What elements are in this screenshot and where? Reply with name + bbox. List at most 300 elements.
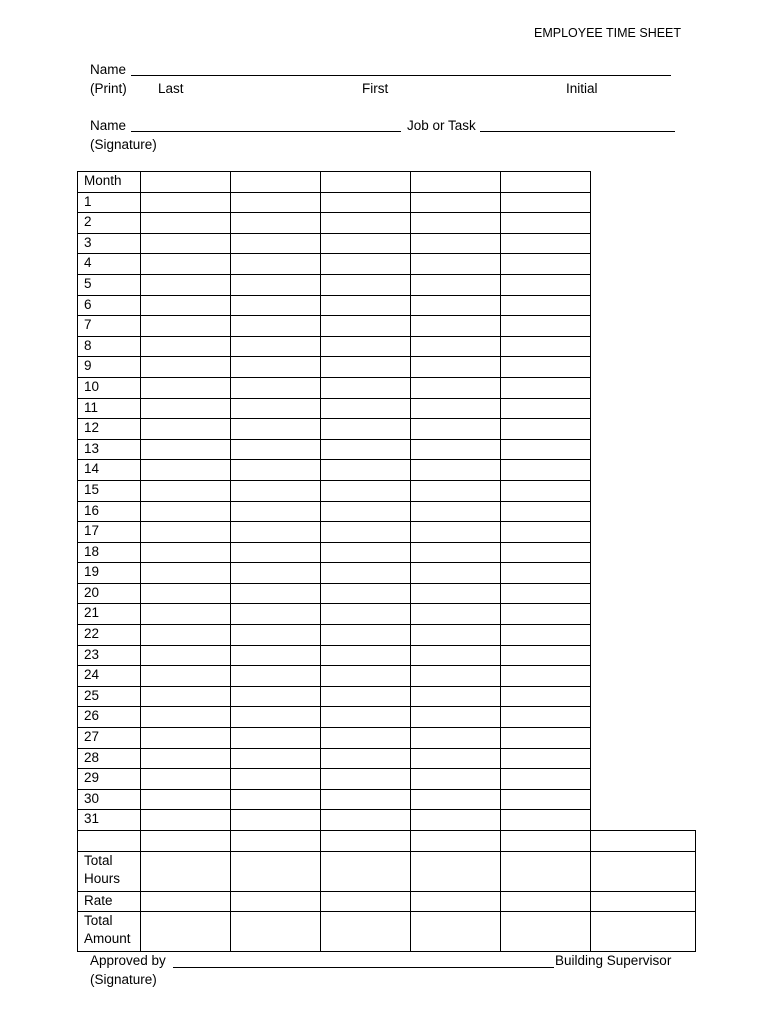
entry-cell[interactable] bbox=[501, 810, 591, 831]
entry-cell[interactable] bbox=[141, 542, 231, 563]
entry-cell[interactable] bbox=[501, 439, 591, 460]
day-label: 9 bbox=[78, 357, 141, 378]
entry-cell[interactable] bbox=[321, 789, 411, 810]
entry-cell[interactable] bbox=[501, 316, 591, 337]
day-label: 15 bbox=[78, 480, 141, 501]
blank-cell bbox=[591, 501, 696, 522]
blank-cell bbox=[591, 233, 696, 254]
entry-cell[interactable] bbox=[141, 357, 231, 378]
entry-cell[interactable] bbox=[501, 501, 591, 522]
page-title: EMPLOYEE TIME SHEET bbox=[534, 26, 682, 40]
blank-cell bbox=[591, 666, 696, 687]
day-label: 20 bbox=[78, 583, 141, 604]
entry-cell[interactable] bbox=[411, 522, 501, 543]
entry-cell[interactable] bbox=[321, 336, 411, 357]
entry-cell[interactable] bbox=[321, 769, 411, 790]
entry-cell[interactable] bbox=[141, 563, 231, 584]
entry-cell[interactable] bbox=[141, 604, 231, 625]
blank-cell bbox=[591, 336, 696, 357]
entry-cell[interactable] bbox=[231, 233, 321, 254]
entry-cell[interactable] bbox=[141, 810, 231, 831]
entry-cell[interactable] bbox=[501, 398, 591, 419]
entry-cell[interactable] bbox=[141, 645, 231, 666]
entry-cell[interactable] bbox=[321, 686, 411, 707]
entry-cell[interactable] bbox=[141, 686, 231, 707]
entry-cell[interactable] bbox=[321, 666, 411, 687]
day-row bbox=[78, 583, 696, 604]
entry-cell[interactable] bbox=[411, 295, 501, 316]
entry-cell[interactable] bbox=[141, 192, 231, 213]
entry-cell[interactable] bbox=[321, 254, 411, 275]
entry-cell[interactable] bbox=[411, 831, 501, 852]
entry-cell[interactable] bbox=[231, 172, 321, 193]
day-label: 3 bbox=[78, 233, 141, 254]
total-amount-row bbox=[78, 912, 696, 952]
month-header: Month bbox=[78, 172, 141, 193]
job-task-label: Job or Task bbox=[407, 118, 476, 133]
entry-cell[interactable] bbox=[141, 316, 231, 337]
day-label: 8 bbox=[78, 336, 141, 357]
entry-cell[interactable] bbox=[231, 625, 321, 646]
entry-cell[interactable] bbox=[321, 213, 411, 234]
day-label: 29 bbox=[78, 769, 141, 790]
entry-cell[interactable] bbox=[141, 728, 231, 749]
rate-row-label bbox=[78, 891, 141, 912]
day-label: 18 bbox=[78, 542, 141, 563]
entry-cell[interactable] bbox=[231, 398, 321, 419]
entry-cell[interactable] bbox=[141, 460, 231, 481]
entry-cell[interactable] bbox=[231, 542, 321, 563]
entry-cell[interactable] bbox=[411, 625, 501, 646]
blank-cell bbox=[591, 172, 696, 193]
entry-cell[interactable] bbox=[141, 295, 231, 316]
blank-cell bbox=[591, 274, 696, 295]
day-label: 13 bbox=[78, 439, 141, 460]
day-label: 27 bbox=[78, 728, 141, 749]
entry-cell[interactable] bbox=[411, 891, 501, 912]
job-task-field[interactable] bbox=[480, 131, 675, 132]
entry-cell[interactable] bbox=[321, 707, 411, 728]
day-label: 19 bbox=[78, 563, 141, 584]
day-label: 6 bbox=[78, 295, 141, 316]
day-label: 30 bbox=[78, 789, 141, 810]
entry-cell[interactable] bbox=[141, 501, 231, 522]
entry-cell[interactable] bbox=[321, 295, 411, 316]
rate-row-label-line: Rate bbox=[84, 892, 113, 908]
entry-cell[interactable] bbox=[591, 891, 696, 912]
entry-cell[interactable] bbox=[411, 748, 501, 769]
day-row bbox=[78, 625, 696, 646]
entry-cell[interactable] bbox=[141, 522, 231, 543]
entry-cell[interactable] bbox=[141, 851, 231, 891]
entry-cell[interactable] bbox=[411, 316, 501, 337]
day-row bbox=[78, 274, 696, 295]
entry-cell[interactable] bbox=[501, 233, 591, 254]
entry-cell[interactable] bbox=[411, 707, 501, 728]
entry-cell[interactable] bbox=[321, 728, 411, 749]
entry-cell[interactable] bbox=[231, 460, 321, 481]
entry-cell[interactable] bbox=[501, 645, 591, 666]
entry-cell[interactable] bbox=[141, 398, 231, 419]
total-hours-row-label-line: Total bbox=[84, 852, 113, 868]
entry-cell[interactable] bbox=[411, 460, 501, 481]
day-row bbox=[78, 563, 696, 584]
day-row bbox=[78, 522, 696, 543]
day-row bbox=[78, 728, 696, 749]
entry-cell[interactable] bbox=[321, 501, 411, 522]
entry-cell[interactable] bbox=[141, 439, 231, 460]
entry-cell[interactable] bbox=[501, 789, 591, 810]
entry-cell[interactable] bbox=[321, 891, 411, 912]
blank-cell bbox=[591, 625, 696, 646]
entry-cell[interactable] bbox=[231, 357, 321, 378]
entry-cell[interactable] bbox=[141, 912, 231, 952]
entry-cell[interactable] bbox=[231, 891, 321, 912]
name-signature-label: Name bbox=[90, 118, 127, 133]
blank-cell bbox=[591, 686, 696, 707]
day-row bbox=[78, 542, 696, 563]
rate-row bbox=[78, 891, 696, 912]
blank-cell bbox=[591, 377, 696, 398]
entry-cell[interactable] bbox=[321, 625, 411, 646]
entry-cell[interactable] bbox=[411, 336, 501, 357]
day-label: 12 bbox=[78, 419, 141, 440]
entry-cell[interactable] bbox=[231, 831, 321, 852]
entry-cell[interactable] bbox=[501, 728, 591, 749]
day-row bbox=[78, 439, 696, 460]
entry-cell[interactable] bbox=[321, 542, 411, 563]
entry-cell[interactable] bbox=[141, 789, 231, 810]
blank-cell bbox=[591, 583, 696, 604]
total-hours-row-label-line: Hours bbox=[84, 870, 121, 886]
entry-cell[interactable] bbox=[231, 604, 321, 625]
entry-cell[interactable] bbox=[321, 439, 411, 460]
entry-cell[interactable] bbox=[501, 254, 591, 275]
entry-cell[interactable] bbox=[141, 707, 231, 728]
day-row bbox=[78, 419, 696, 440]
entry-cell[interactable] bbox=[321, 645, 411, 666]
entry-cell[interactable] bbox=[231, 645, 321, 666]
day-row bbox=[78, 336, 696, 357]
entry-cell[interactable] bbox=[141, 336, 231, 357]
entry-cell[interactable] bbox=[141, 583, 231, 604]
blank-cell bbox=[591, 645, 696, 666]
entry-cell[interactable] bbox=[501, 563, 591, 584]
entry-cell[interactable] bbox=[231, 686, 321, 707]
entry-cell[interactable] bbox=[231, 707, 321, 728]
entry-cell[interactable] bbox=[231, 851, 321, 891]
entry-cell[interactable] bbox=[501, 851, 591, 891]
day-label: 23 bbox=[78, 645, 141, 666]
day-row bbox=[78, 254, 696, 275]
day-row bbox=[78, 769, 696, 790]
entry-cell[interactable] bbox=[411, 192, 501, 213]
entry-cell[interactable] bbox=[411, 398, 501, 419]
entry-cell[interactable] bbox=[411, 666, 501, 687]
total-amount-row-label bbox=[78, 912, 141, 952]
entry-cell[interactable] bbox=[141, 666, 231, 687]
entry-cell[interactable] bbox=[411, 480, 501, 501]
entry-cell[interactable] bbox=[321, 851, 411, 891]
name-print-field[interactable] bbox=[131, 75, 671, 76]
entry-cell[interactable] bbox=[501, 769, 591, 790]
entry-cell[interactable] bbox=[321, 604, 411, 625]
entry-cell[interactable] bbox=[591, 851, 696, 891]
blank-cell bbox=[591, 254, 696, 275]
day-row bbox=[78, 686, 696, 707]
entry-cell[interactable] bbox=[231, 522, 321, 543]
entry-cell[interactable] bbox=[231, 274, 321, 295]
day-row bbox=[78, 377, 696, 398]
day-label: 1 bbox=[78, 192, 141, 213]
entry-cell[interactable] bbox=[321, 419, 411, 440]
day-row bbox=[78, 707, 696, 728]
entry-cell[interactable] bbox=[591, 831, 696, 852]
entry-cell[interactable] bbox=[411, 172, 501, 193]
entry-cell[interactable] bbox=[141, 233, 231, 254]
entry-cell[interactable] bbox=[141, 419, 231, 440]
day-row bbox=[78, 501, 696, 522]
day-row bbox=[78, 645, 696, 666]
entry-cell[interactable] bbox=[141, 891, 231, 912]
entry-cell[interactable] bbox=[231, 666, 321, 687]
day-label: 2 bbox=[78, 213, 141, 234]
entry-cell[interactable] bbox=[501, 419, 591, 440]
blank-cell bbox=[591, 295, 696, 316]
day-row bbox=[78, 233, 696, 254]
entry-cell[interactable] bbox=[411, 686, 501, 707]
blank-cell bbox=[591, 192, 696, 213]
entry-cell[interactable] bbox=[501, 583, 591, 604]
entry-cell[interactable] bbox=[501, 336, 591, 357]
entry-cell[interactable] bbox=[591, 912, 696, 952]
blank-cell bbox=[591, 728, 696, 749]
entry-cell[interactable] bbox=[411, 583, 501, 604]
blank-cell bbox=[591, 769, 696, 790]
entry-cell[interactable] bbox=[501, 213, 591, 234]
initial-caption: Initial bbox=[566, 81, 598, 96]
approved-by-field[interactable] bbox=[173, 967, 554, 968]
entry-cell[interactable] bbox=[411, 912, 501, 952]
blank-cell bbox=[591, 439, 696, 460]
day-row bbox=[78, 295, 696, 316]
blank-cell bbox=[591, 460, 696, 481]
day-row bbox=[78, 810, 696, 831]
entry-cell[interactable] bbox=[231, 583, 321, 604]
entry-cell[interactable] bbox=[501, 831, 591, 852]
entry-cell[interactable] bbox=[231, 316, 321, 337]
day-label: 11 bbox=[78, 398, 141, 419]
name-print-sublabel: (Print) bbox=[90, 81, 127, 96]
entry-cell[interactable] bbox=[231, 192, 321, 213]
entry-cell[interactable] bbox=[231, 728, 321, 749]
entry-cell[interactable] bbox=[141, 769, 231, 790]
entry-cell[interactable] bbox=[231, 769, 321, 790]
entry-cell[interactable] bbox=[501, 357, 591, 378]
entry-cell[interactable] bbox=[321, 274, 411, 295]
entry-cell[interactable] bbox=[321, 192, 411, 213]
entry-cell[interactable] bbox=[141, 831, 231, 852]
entry-cell[interactable] bbox=[231, 377, 321, 398]
blank-cell bbox=[591, 357, 696, 378]
entry-cell[interactable] bbox=[411, 501, 501, 522]
entry-cell[interactable] bbox=[231, 213, 321, 234]
entry-cell[interactable] bbox=[411, 377, 501, 398]
entry-cell[interactable] bbox=[321, 480, 411, 501]
day-label: 5 bbox=[78, 274, 141, 295]
entry-cell[interactable] bbox=[411, 254, 501, 275]
entry-cell[interactable] bbox=[321, 912, 411, 952]
entry-cell[interactable] bbox=[141, 172, 231, 193]
entry-cell[interactable] bbox=[141, 480, 231, 501]
entry-cell[interactable] bbox=[231, 748, 321, 769]
day-label: 31 bbox=[78, 810, 141, 831]
entry-cell[interactable] bbox=[321, 583, 411, 604]
day-label: 4 bbox=[78, 254, 141, 275]
entry-cell[interactable] bbox=[501, 748, 591, 769]
entry-cell[interactable] bbox=[411, 789, 501, 810]
day-label: 22 bbox=[78, 625, 141, 646]
entry-cell[interactable] bbox=[321, 316, 411, 337]
approved-by-sublabel: (Signature) bbox=[90, 972, 157, 987]
entry-cell[interactable] bbox=[501, 666, 591, 687]
entry-cell[interactable] bbox=[501, 274, 591, 295]
entry-cell[interactable] bbox=[231, 336, 321, 357]
day-label: 24 bbox=[78, 666, 141, 687]
entry-cell[interactable] bbox=[141, 748, 231, 769]
entry-cell[interactable] bbox=[321, 522, 411, 543]
day-label: 7 bbox=[78, 316, 141, 337]
entry-cell[interactable] bbox=[231, 419, 321, 440]
entry-cell[interactable] bbox=[231, 501, 321, 522]
total-hours-row-label bbox=[78, 851, 141, 891]
entry-cell[interactable] bbox=[501, 377, 591, 398]
day-label: 21 bbox=[78, 604, 141, 625]
entry-cell[interactable] bbox=[141, 254, 231, 275]
entry-cell[interactable] bbox=[501, 707, 591, 728]
blank-cell bbox=[591, 419, 696, 440]
entry-cell[interactable] bbox=[321, 233, 411, 254]
supervisor-caption: Building Supervisor bbox=[555, 953, 672, 968]
entry-cell[interactable] bbox=[501, 891, 591, 912]
name-signature-field[interactable] bbox=[131, 131, 401, 132]
entry-cell[interactable] bbox=[321, 748, 411, 769]
entry-cell[interactable] bbox=[411, 233, 501, 254]
blank-cell bbox=[591, 522, 696, 543]
day-row bbox=[78, 398, 696, 419]
total-amount-row-label-line: Amount bbox=[84, 931, 131, 947]
day-row bbox=[78, 192, 696, 213]
entry-cell[interactable] bbox=[501, 192, 591, 213]
entry-cell[interactable] bbox=[231, 254, 321, 275]
separator-row bbox=[78, 831, 696, 852]
entry-cell[interactable] bbox=[501, 295, 591, 316]
entry-cell[interactable] bbox=[501, 912, 591, 952]
last-name-caption: Last bbox=[158, 81, 184, 96]
entry-cell[interactable] bbox=[411, 851, 501, 891]
entry-cell[interactable] bbox=[501, 686, 591, 707]
entry-cell[interactable] bbox=[501, 604, 591, 625]
day-label: 26 bbox=[78, 707, 141, 728]
entry-cell[interactable] bbox=[411, 419, 501, 440]
entry-cell[interactable] bbox=[141, 274, 231, 295]
blank-cell bbox=[591, 480, 696, 501]
day-label: 16 bbox=[78, 501, 141, 522]
blank-cell bbox=[591, 810, 696, 831]
entry-cell[interactable] bbox=[321, 460, 411, 481]
entry-cell[interactable] bbox=[411, 604, 501, 625]
entry-cell[interactable] bbox=[501, 480, 591, 501]
day-row bbox=[78, 480, 696, 501]
day-label: 14 bbox=[78, 460, 141, 481]
entry-cell[interactable] bbox=[321, 172, 411, 193]
entry-cell[interactable] bbox=[321, 398, 411, 419]
entry-cell[interactable] bbox=[141, 213, 231, 234]
entry-cell[interactable] bbox=[411, 728, 501, 749]
day-row bbox=[78, 213, 696, 234]
entry-cell[interactable] bbox=[411, 357, 501, 378]
entry-cell[interactable] bbox=[411, 439, 501, 460]
day-label: 28 bbox=[78, 748, 141, 769]
entry-cell[interactable] bbox=[321, 810, 411, 831]
blank-cell bbox=[591, 316, 696, 337]
entry-cell[interactable] bbox=[501, 172, 591, 193]
entry-cell[interactable] bbox=[501, 542, 591, 563]
day-label: 10 bbox=[78, 377, 141, 398]
total-hours-row bbox=[78, 851, 696, 891]
entry-cell[interactable] bbox=[411, 274, 501, 295]
entry-cell[interactable] bbox=[231, 912, 321, 952]
day-label: 17 bbox=[78, 522, 141, 543]
blank-cell bbox=[591, 604, 696, 625]
blank-cell bbox=[591, 563, 696, 584]
entry-cell[interactable] bbox=[411, 769, 501, 790]
entry-cell[interactable] bbox=[321, 563, 411, 584]
blank-cell bbox=[591, 748, 696, 769]
entry-cell[interactable] bbox=[321, 377, 411, 398]
day-row bbox=[78, 748, 696, 769]
entry-cell[interactable] bbox=[231, 563, 321, 584]
entry-cell[interactable] bbox=[231, 810, 321, 831]
day-row bbox=[78, 604, 696, 625]
approved-by-label: Approved by bbox=[90, 953, 166, 968]
time-sheet-table bbox=[77, 171, 696, 952]
entry-cell[interactable] bbox=[411, 213, 501, 234]
day-row bbox=[78, 789, 696, 810]
day-row bbox=[78, 460, 696, 481]
entry-cell[interactable] bbox=[411, 542, 501, 563]
entry-cell[interactable] bbox=[501, 522, 591, 543]
name-print-label: Name bbox=[90, 62, 127, 77]
entry-cell[interactable] bbox=[231, 480, 321, 501]
entry-cell[interactable] bbox=[141, 377, 231, 398]
entry-cell[interactable] bbox=[411, 563, 501, 584]
entry-cell[interactable] bbox=[231, 439, 321, 460]
entry-cell[interactable] bbox=[501, 625, 591, 646]
entry-cell[interactable] bbox=[411, 645, 501, 666]
entry-cell[interactable] bbox=[501, 460, 591, 481]
entry-cell[interactable] bbox=[141, 625, 231, 646]
blank-cell bbox=[591, 789, 696, 810]
entry-cell[interactable] bbox=[321, 357, 411, 378]
entry-cell[interactable] bbox=[231, 295, 321, 316]
entry-cell[interactable] bbox=[411, 810, 501, 831]
entry-cell[interactable] bbox=[231, 789, 321, 810]
entry-cell[interactable] bbox=[321, 831, 411, 852]
header-row bbox=[78, 172, 696, 193]
blank-cell bbox=[591, 707, 696, 728]
day-label: 25 bbox=[78, 686, 141, 707]
